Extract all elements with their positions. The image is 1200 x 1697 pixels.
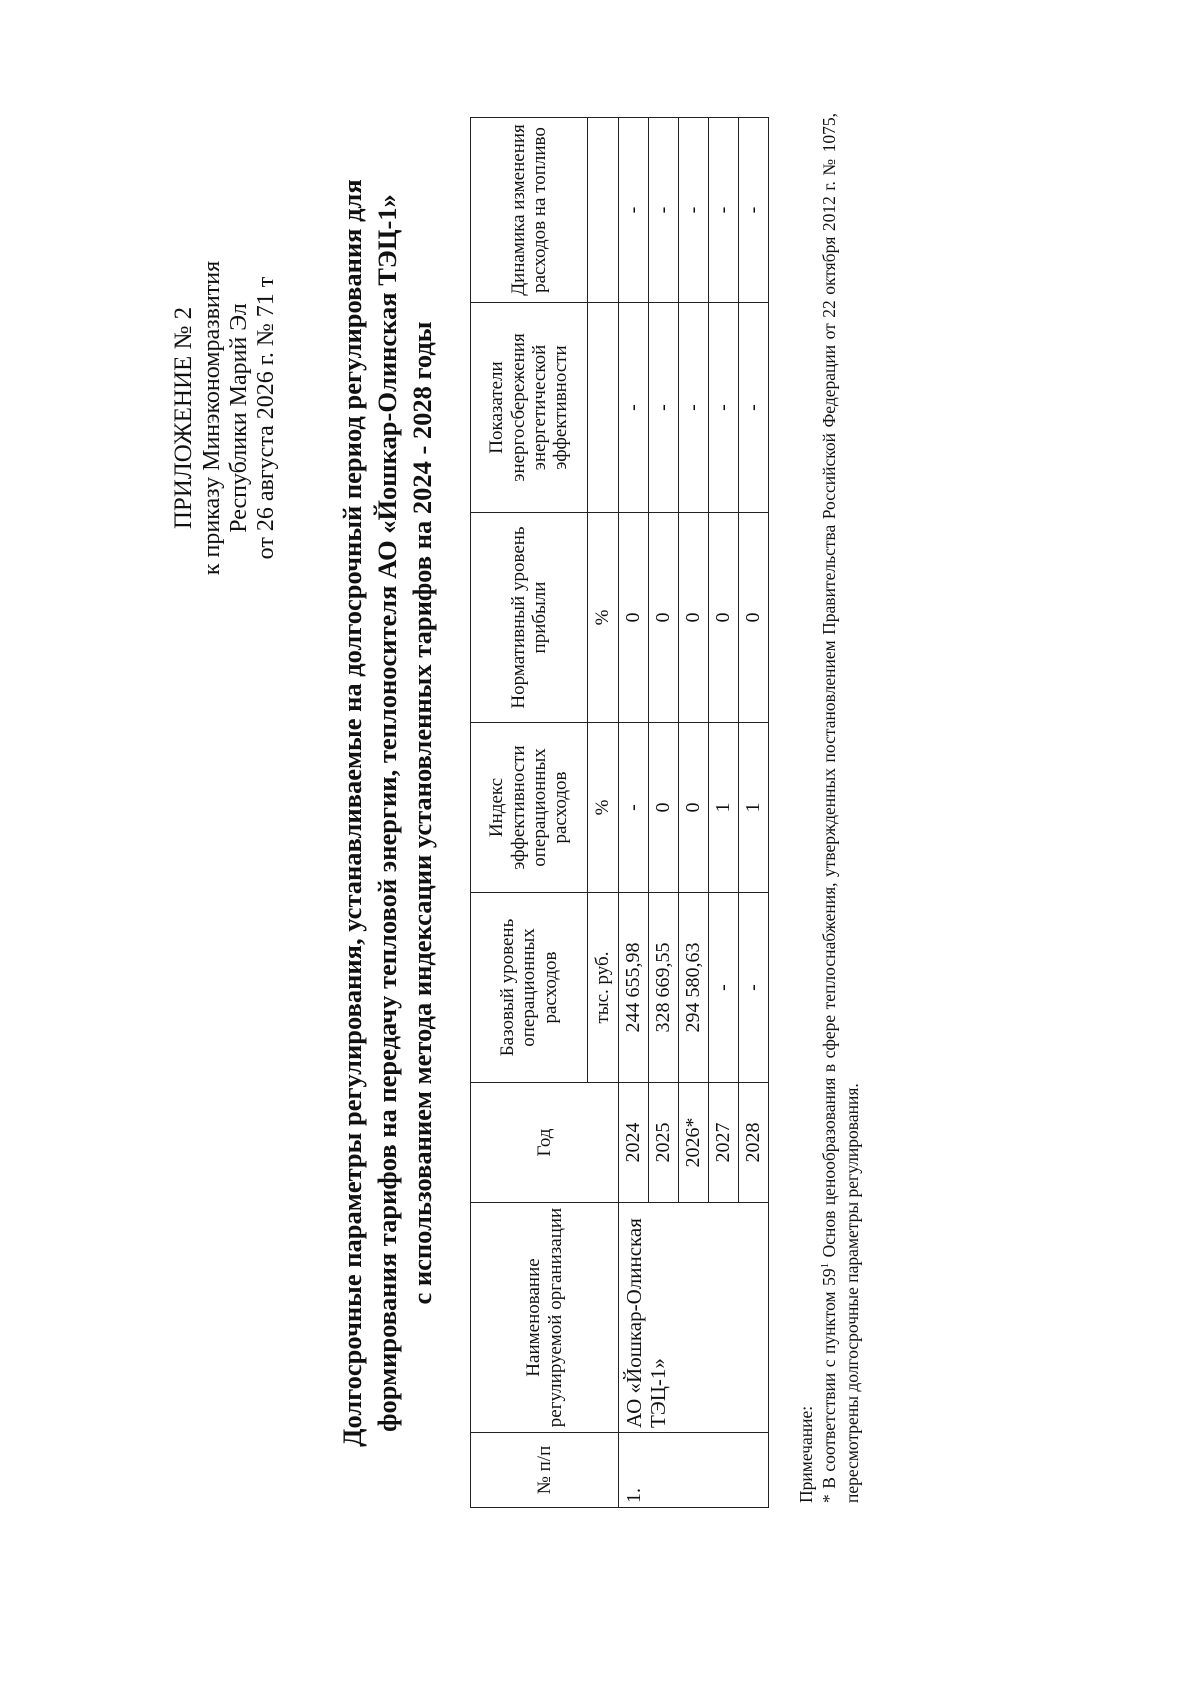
appendix-date: от 26 августа 2026 г. № 71 т: [253, 276, 280, 560]
title-line-3: с использованием метода индексации установленных тарифов на 2024 - 2028 годы: [406, 321, 437, 1305]
cell-year: 2025: [649, 1083, 679, 1203]
header-base: Базовый уровень операционных расходов: [471, 893, 588, 1083]
rotated-document-page: [50, 48, 1150, 1648]
header-org: Наименование регулируемой организации: [471, 1203, 619, 1433]
footnotes: [795, 113, 863, 1503]
note-text-start: * В соответствии с пунктом 59: [818, 1268, 839, 1503]
unit-profit: %: [588, 513, 619, 723]
cell-fuel: -: [649, 118, 679, 303]
cell-year: 2026*: [679, 1083, 709, 1203]
cell-fuel: -: [679, 118, 709, 303]
header-profit: Нормативный уровень прибыли: [471, 513, 588, 723]
unit-index: %: [588, 723, 619, 893]
cell-year: 2028: [739, 1083, 769, 1203]
cell-index: 1: [709, 723, 739, 893]
cell-base: 294 580,63: [679, 893, 709, 1083]
appendix-republic: Республики Марий Эл: [225, 303, 252, 533]
title-line-1: Долгосрочные параметры регулирования, устанавливаемые на долгосрочный период регулирования для: [337, 179, 367, 1447]
cell-base: 328 669,55: [649, 893, 679, 1083]
cell-energy: -: [619, 303, 649, 513]
cell-year: 2027: [709, 1083, 739, 1203]
cell-profit: 0: [649, 513, 679, 723]
row-number: 1.: [619, 1433, 769, 1508]
cell-index: 0: [679, 723, 709, 893]
cell-profit: 0: [709, 513, 739, 723]
title-line-2: формирования тарифов на передачу тепловой энергии, теплоносителя АО «Йошкар-Олинская ТЭЦ-1»: [371, 194, 402, 1432]
cell-energy: -: [679, 303, 709, 513]
org-name: АО «Йошкар-Олинская ТЭЦ-1»: [619, 1203, 769, 1433]
cell-energy: -: [649, 303, 679, 513]
cell-index: -: [619, 723, 649, 893]
table-row: [619, 118, 649, 1508]
appendix-header: [170, 178, 281, 658]
cell-fuel: -: [739, 118, 769, 303]
cell-base: -: [739, 893, 769, 1083]
cell-profit: 0: [739, 513, 769, 723]
header-num: № п/п: [471, 1433, 619, 1508]
note-text-end: Основ ценообразования в сфере теплоснабжения, утвержденных постановлением Правительства Российской Федерации от 22 октября 2012 г. № 1075, пересмотрены долгосрочные параметры регулирования.: [818, 112, 862, 1503]
header-fuel: Динамика изменения расходов на топливо: [471, 118, 588, 303]
header-index: Индекс эффективности операционных расходов: [471, 723, 588, 893]
unit-fuel: [588, 118, 619, 303]
note-heading: Примечание:: [796, 1405, 816, 1503]
document-title: [335, 123, 440, 1503]
note-superscript: 1: [818, 1262, 831, 1269]
cell-energy: -: [739, 303, 769, 513]
parameters-table: [470, 117, 769, 1508]
appendix-number: ПРИЛОЖЕНИЕ № 2: [170, 306, 197, 530]
cell-base: -: [709, 893, 739, 1083]
cell-profit: 0: [679, 513, 709, 723]
cell-base: 244 655,98: [619, 893, 649, 1083]
header-year: Год: [471, 1083, 619, 1203]
cell-fuel: -: [709, 118, 739, 303]
cell-profit: 0: [619, 513, 649, 723]
table-header-row: [471, 118, 588, 1508]
unit-base: тыс. руб.: [588, 893, 619, 1083]
cell-index: 1: [739, 723, 769, 893]
unit-energy: [588, 303, 619, 513]
cell-index: 0: [649, 723, 679, 893]
appendix-order-ref: к приказу Минэкономразвития: [198, 260, 225, 576]
cell-year: 2024: [619, 1083, 649, 1203]
cell-fuel: -: [619, 118, 649, 303]
cell-energy: -: [709, 303, 739, 513]
header-energy: Показатели энергосбережения энергетической эффективности: [471, 303, 588, 513]
